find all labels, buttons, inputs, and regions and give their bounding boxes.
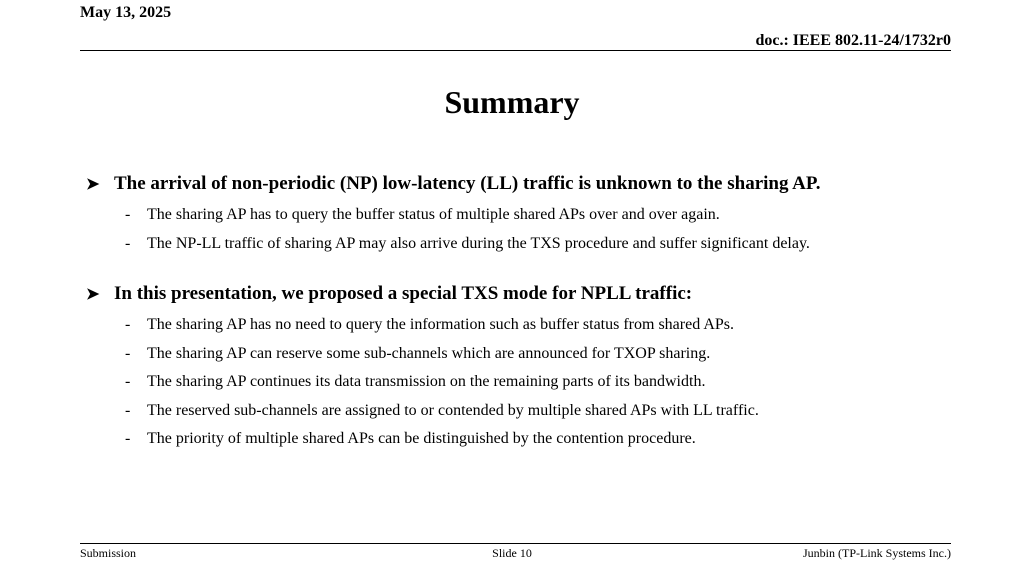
section-1-list xyxy=(86,201,966,258)
list-item-text: The sharing AP can reserve some sub-channels which are announced for TXOP sharing. xyxy=(147,344,711,362)
dash-bullet-icon: - xyxy=(125,234,131,252)
list-item-text: The NP-LL traffic of sharing AP may also arrive during the TXS procedure and suffer significant delay. xyxy=(147,234,810,252)
section-2-bullet-text: In this presentation, we proposed a special TXS mode for NPLL traffic: xyxy=(114,283,693,304)
section-1-bullet xyxy=(86,172,966,197)
slide-content xyxy=(86,172,966,454)
list-item-text: The sharing AP has no need to query the information such as buffer status from shared APs. xyxy=(147,316,734,333)
dash-bullet-icon: - xyxy=(125,373,131,390)
footer-submission: Submission xyxy=(80,546,137,560)
arrowhead-bullet-icon: ➤ xyxy=(86,176,100,193)
header-date: May 13, 2025 xyxy=(80,4,172,21)
list-item-text: The sharing AP continues its data transmission on the remaining parts of its bandwidth. xyxy=(147,373,706,390)
dash-bullet-icon: - xyxy=(125,316,131,333)
footer-slide-number: Slide 10 xyxy=(492,546,532,560)
section-spacer xyxy=(86,258,966,282)
list-item xyxy=(86,368,966,397)
list-item xyxy=(86,397,966,426)
list-item-text: The reserved sub-channels are assigned to or contended by multiple shared APs with LL traffic. xyxy=(147,401,759,419)
dash-bullet-icon: - xyxy=(125,401,131,419)
list-item xyxy=(86,425,966,454)
section-1-bullet-text: The arrival of non-periodic (NP) low-latency (LL) traffic is unknown to the sharing AP. xyxy=(114,173,821,194)
list-item-text: The priority of multiple shared APs can be distinguished by the contention procedure. xyxy=(147,430,696,447)
list-item-text: The sharing AP has to query the buffer status of multiple shared APs over and over again. xyxy=(147,206,720,223)
header-divider xyxy=(80,50,951,51)
section-2 xyxy=(86,282,966,454)
list-item xyxy=(86,311,966,340)
list-item xyxy=(86,340,966,369)
arrowhead-bullet-icon: ➤ xyxy=(86,286,100,303)
list-item xyxy=(86,230,966,259)
dash-bullet-icon: - xyxy=(125,206,131,223)
section-2-list xyxy=(86,311,966,454)
section-2-bullet xyxy=(86,282,966,307)
footer-divider xyxy=(80,543,951,544)
list-item xyxy=(86,201,966,230)
dash-bullet-icon: - xyxy=(125,344,131,362)
dash-bullet-icon: - xyxy=(125,430,131,447)
section-1 xyxy=(86,172,966,258)
footer-author: Junbin (TP-Link Systems Inc.) xyxy=(803,546,951,560)
slide-title: Summary xyxy=(444,84,580,120)
header-doc-id: doc.: IEEE 802.11-24/1732r0 xyxy=(755,32,951,49)
